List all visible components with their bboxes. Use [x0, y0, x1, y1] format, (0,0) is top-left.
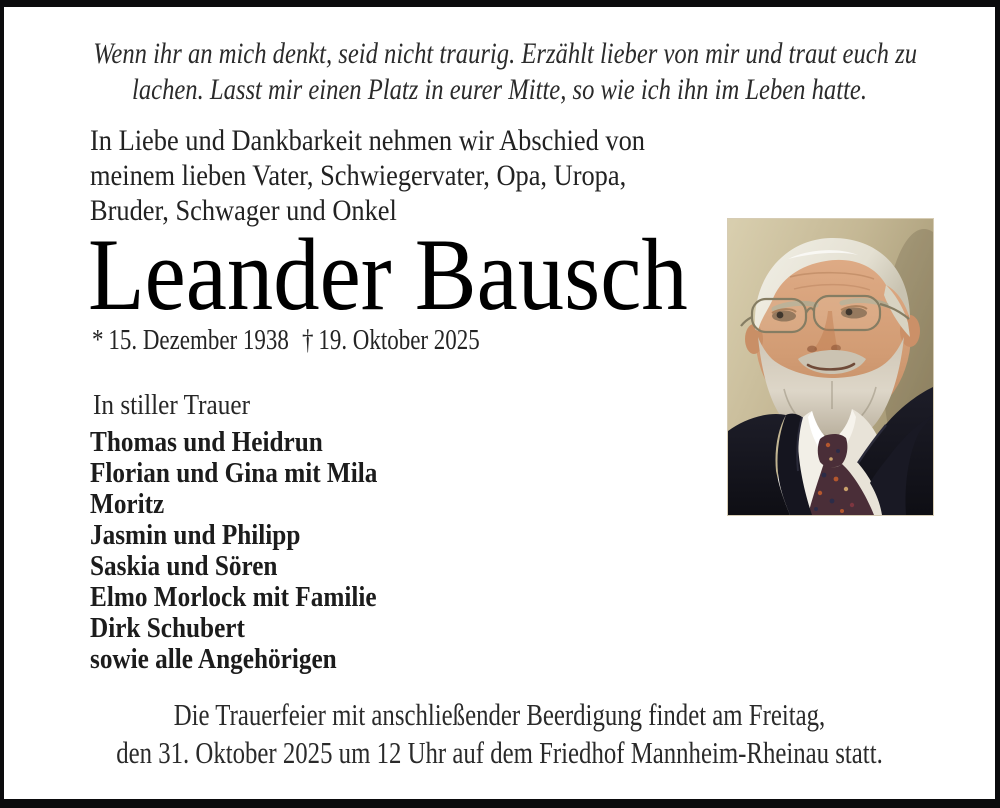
- deceased-name: Leander Bausch: [88, 218, 688, 332]
- death-cross-symbol: †: [301, 325, 314, 356]
- mourner-name: Thomas und Heidrun: [90, 426, 323, 458]
- death-date: 19. Oktober 2025: [318, 325, 480, 356]
- mourner-name: Saskia und Sören: [90, 550, 278, 582]
- quote-line-1: Wenn ihr an mich denkt, seid nicht traurig. Erzählt lieber von mir und traut euch zu: [93, 37, 917, 70]
- birth-date: 15. Dezember 1938: [108, 325, 289, 356]
- intro-line-1: In Liebe und Dankbarkeit nehmen wir Abschied von: [90, 124, 645, 157]
- portrait-photo: [727, 218, 934, 516]
- mourner-name: Elmo Morlock mit Familie: [90, 581, 377, 613]
- memorial-quote: [93, 36, 917, 108]
- birth-star-symbol: *: [92, 325, 104, 356]
- mourner-name: Jasmin und Philipp: [90, 519, 301, 551]
- mourner-name: sowie alle Angehörigen: [90, 643, 337, 675]
- portrait-illustration: [728, 219, 933, 515]
- intro-line-3: Bruder, Schwager und Onkel: [90, 194, 397, 227]
- mourner-name: Dirk Schubert: [90, 612, 245, 644]
- intro-line-2: meinem lieben Vater, Schwiegervater, Opa, Uropa,: [90, 159, 627, 192]
- life-dates: [92, 324, 480, 358]
- mourner-name: Florian und Gina mit Mila: [90, 457, 378, 489]
- quote-line-2: lachen. Lasst mir einen Platz in eurer Mitte, so wie ich ihn im Leben hatte.: [132, 73, 867, 106]
- farewell-intro: [90, 123, 645, 228]
- mourners-list: [90, 427, 377, 675]
- funeral-info: [103, 696, 896, 772]
- mourner-name: Moritz: [90, 488, 165, 520]
- funeral-line-1: Die Trauerfeier mit anschließender Beerdigung findet am Freitag,: [173, 697, 826, 732]
- mourning-label: In stiller Trauer: [93, 389, 250, 421]
- funeral-line-2: den 31. Oktober 2025 um 12 Uhr auf dem Friedhof Mannheim-Rheinau statt.: [116, 735, 883, 770]
